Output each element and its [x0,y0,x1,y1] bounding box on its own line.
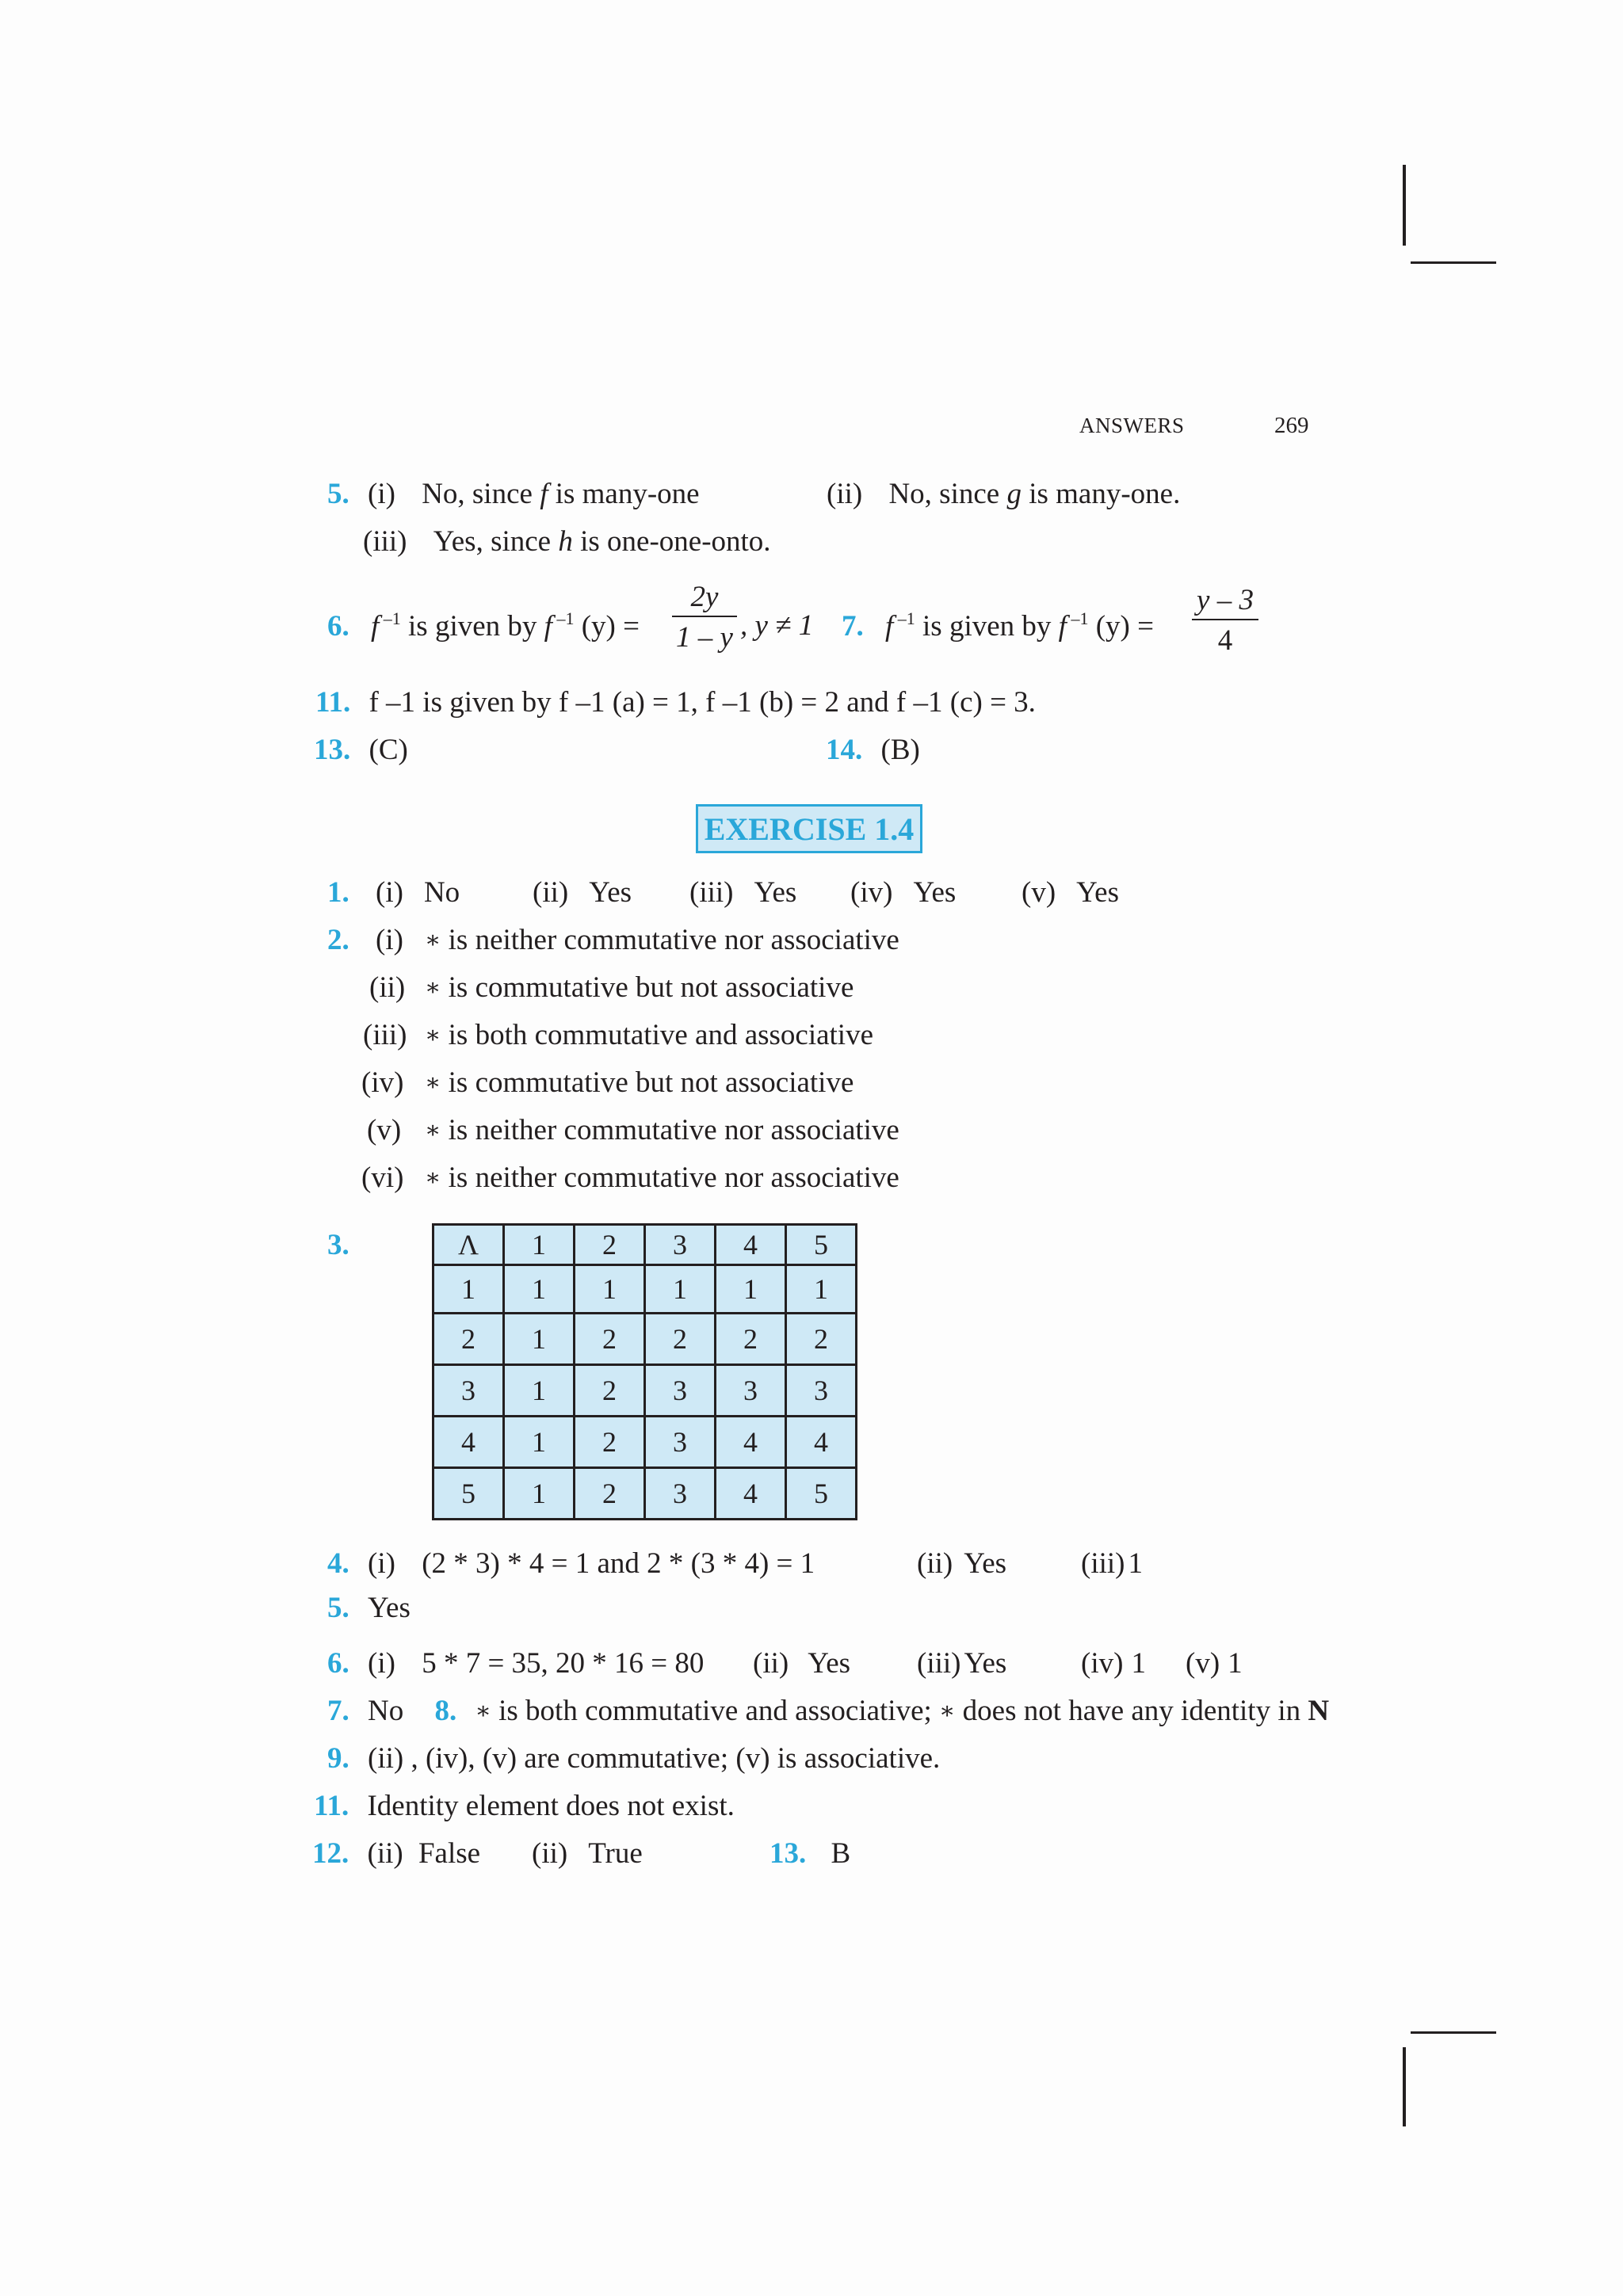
answer-number: 8. [434,1695,457,1727]
answer-text: (B) [880,734,920,766]
table-cell: 1 [716,1265,786,1314]
ex-answer-4-part-ii: (ii) Yes [917,1547,1007,1580]
table-cell: 3 [716,1365,786,1417]
answer-number: 7. [842,610,864,643]
table-cell: 1 [575,1265,645,1314]
running-head: ANSWERS [1079,414,1185,437]
part-label: (ii) [827,478,863,510]
ex-answer-6-part-iv: (iv) 1 [1081,1647,1146,1680]
answer-text: (C) [369,734,408,766]
crop-mark-bottom-horizontal [1411,2031,1496,2034]
ex-answer-2-part: (i) [376,924,403,956]
crop-mark-top-vertical [1403,165,1406,246]
table-cell: 1 [504,1417,575,1468]
table-row [433,1468,857,1520]
table-row [433,1365,857,1417]
table-cell: 4 [433,1417,504,1468]
answer-number: 6. [327,610,349,643]
ex-answer-2-part: (v) [367,1114,402,1146]
ex-answer-2-part: (vi) [361,1161,404,1194]
ex-answer-6-part-v: (v) 1 [1186,1647,1243,1680]
ex-answer-9: 9. (ii) , (iv), (v) are commutative; (v) is associative. [327,1742,941,1775]
ex-answer-12-part-ii: (ii) True [532,1837,643,1870]
table-cell: 1 [504,1265,575,1314]
answer-number: 13. [314,734,351,766]
table-cell: 5 [786,1468,857,1520]
table-cell: 2 [786,1314,857,1365]
ex-answer-1-part-iii: (iii) Yes [689,876,797,909]
exercise-heading: EXERCISE 1.4 [696,804,922,853]
part-text: Yes, since h is one-one-onto. [433,525,771,558]
table-cell: 3 [645,1417,716,1468]
ex-answer-4-part-iii: (iii) 1 [1081,1547,1143,1580]
table-corner: Λ [433,1225,504,1265]
answer-7-fraction: y – 3 4 [1192,583,1258,658]
answer-number: 5. [327,1592,349,1624]
answer-number: 6. [327,1647,349,1680]
ex-answer-13: 13. B [769,1837,851,1870]
ex-answer-2-number: 2. [327,924,349,956]
table-cell: 2 [575,1468,645,1520]
ex-answer-2-text: ∗ is neither commutative nor associative [425,924,899,956]
ex-answer-11: 11. Identity element does not exist. [314,1790,735,1822]
table-cell: 4 [716,1417,786,1468]
part-label: (iii) [363,525,407,558]
table-cell: 3 [786,1365,857,1417]
answer-number: 7. [327,1695,349,1727]
ex-answer-12: 12. (ii) False [312,1837,481,1870]
table-cell: 3 [645,1365,716,1417]
answer-6: 6. f $^{-1}$ is given by f $^{-1}$ (y) = [327,608,640,643]
answer-5-line-2 [363,524,771,559]
table-row [433,1314,857,1365]
ex-answer-2-part: (iv) [361,1066,404,1099]
table-header-cell: 2 [575,1225,645,1265]
answer-6-condition: , y ≠ 1 [740,609,814,642]
answer-number: 1. [327,876,349,909]
answer-5-line-1 [327,477,700,511]
answer-14 [826,733,920,767]
answer-number: 12. [312,1837,349,1870]
table-cell: 1 [645,1265,716,1314]
ex-answer-3-number: 3. [327,1229,349,1261]
table-cell: 2 [575,1365,645,1417]
answer-number: 4. [327,1547,349,1580]
answer-number: 9. [327,1742,349,1775]
answer-6-fraction: 2y 1 – y [672,580,737,654]
part-label: (i) [368,478,395,510]
ex-answer-1-part-i: (i) No [376,876,460,909]
table-row [433,1265,857,1314]
answer-number: 14. [826,734,863,766]
page-number: 269 [1274,413,1309,438]
table-header-cell: 4 [716,1225,786,1265]
table-cell: 3 [645,1468,716,1520]
part-text: No, since f is many-one [422,478,700,510]
answer-13 [314,733,408,767]
answer-5-part-ii [827,477,1180,511]
ex-answer-2-text: ∗ is neither commutative nor associative [425,1161,899,1194]
operation-table [432,1223,857,1520]
table-cell: 5 [433,1468,504,1520]
table-cell: 1 [786,1265,857,1314]
ex-answer-1-part-v: (v) Yes [1022,876,1119,909]
ex-answer-2-text: ∗ is commutative but not associative [425,1066,854,1099]
ex-answer-2-part: (iii) [363,1019,407,1051]
ex-answer-1 [327,875,349,910]
table-header-cell: 3 [645,1225,716,1265]
table-row [433,1417,857,1468]
table-cell: 4 [716,1468,786,1520]
answer-7: 7. f $^{-1}$ is given by f $^{-1}$ (y) = [842,608,1154,643]
answer-text: f –1 is given by f –1 (a) = 1, f –1 (b) = 2 and f –1 (c) = 3. [369,686,1036,719]
crop-mark-bottom-vertical [1403,2047,1406,2126]
table-cell: 2 [645,1314,716,1365]
table-cell: 2 [716,1314,786,1365]
part-text: No, since g is many-one. [888,478,1181,510]
ex-answer-2-text: ∗ is neither commutative nor associative [425,1114,899,1146]
answer-number: 13. [769,1837,807,1870]
answer-number: 5. [327,478,349,510]
table-cell: 2 [575,1314,645,1365]
table-cell: 3 [433,1365,504,1417]
table-cell: 1 [433,1265,504,1314]
ex-answer-2-text: ∗ is commutative but not associative [425,971,854,1004]
ex-answer-6-part-iii: (iii) Yes [917,1647,1007,1680]
answer-number: 11. [314,1790,349,1822]
crop-mark-top-horizontal [1411,261,1496,264]
table-cell: 1 [504,1365,575,1417]
table-cell: 1 [504,1314,575,1365]
answer-11 [315,685,1036,719]
table-header-cell: 5 [786,1225,857,1265]
table-cell: 4 [786,1417,857,1468]
answer-number: 11. [315,686,351,719]
ex-answer-6-part-ii: (ii) Yes [753,1647,851,1680]
ex-answer-7-8: 7. No 8. ∗ is both commutative and associative; ∗ does not have any identity in N [327,1695,1330,1727]
table-cell: 1 [504,1468,575,1520]
table-cell: 2 [575,1417,645,1468]
table-header-cell: 1 [504,1225,575,1265]
ex-answer-6: 6. (i) 5 * 7 = 35, 20 * 16 = 80 [327,1647,705,1680]
ex-answer-2-text: ∗ is both commutative and associative [425,1019,874,1051]
ex-answer-4: 4. (i) (2 * 3) * 4 = 1 and 2 * (3 * 4) = 1 [327,1547,815,1580]
ex-answer-5: 5. Yes [327,1592,411,1624]
ex-answer-1-part-iv: (iv) Yes [850,876,957,909]
table-header-row [433,1225,857,1265]
ex-answer-2-part: (ii) [369,971,406,1004]
ex-answer-1-part-ii: (ii) Yes [533,876,632,909]
table-cell: 2 [433,1314,504,1365]
